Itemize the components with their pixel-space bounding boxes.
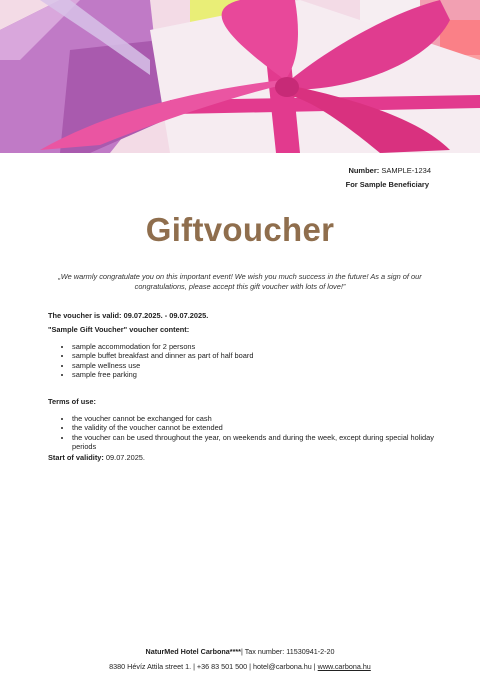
footer-hotel-name: NaturMed Hotel Carbona**** — [145, 647, 241, 656]
list-item: • the voucher can be used throughout the year, on weekends and during the week, except during special holiday periods — [72, 433, 438, 452]
list-item: • sample buffet breakfast and dinner as part of half board — [72, 351, 438, 361]
content-heading: "Sample Gift Voucher" voucher content: — [48, 325, 190, 334]
footer-hotel-line — [0, 647, 480, 657]
header-gift-image — [0, 0, 480, 153]
voucher-number-label: Number: — [348, 166, 380, 175]
footer-contact-line — [0, 662, 480, 672]
beneficiary-text: For Sample Beneficiary — [345, 180, 429, 189]
list-item: • sample accommodation for 2 persons — [72, 342, 438, 352]
start-value: 09.07.2025. — [105, 453, 145, 462]
footer-tax-number: | Tax number: 11530941-2-20 — [240, 647, 335, 656]
content-list — [48, 342, 438, 380]
congratulation-quote: „We warmly congratulate you on this important event! We wish you much success in the future! As a sign of our congratulations, please accept this gift voucher with lots of love!” — [58, 272, 422, 291]
start-of-validity — [48, 453, 438, 463]
terms-section — [48, 397, 438, 452]
list-item: • sample free parking — [72, 370, 438, 380]
footer-website-link[interactable]: www.carbona.hu — [317, 662, 371, 671]
terms-heading: Terms of use: — [48, 397, 96, 406]
beneficiary — [346, 180, 429, 190]
validity-label: The voucher is valid: — [48, 311, 122, 320]
voucher-number — [348, 166, 431, 176]
validity-value: 09.07.2025. - 09.07.2025. — [123, 311, 209, 320]
terms-list — [48, 414, 438, 452]
list-item: • the voucher cannot be exchanged for cash — [72, 414, 438, 424]
page-title: Giftvoucher — [145, 211, 335, 248]
voucher-content-section — [48, 325, 438, 380]
list-item: • sample wellness use — [72, 361, 438, 371]
voucher-number-value: SAMPLE-1234 — [381, 166, 431, 175]
gift-box-with-ribbon-icon — [0, 0, 480, 153]
validity-line — [48, 311, 438, 321]
start-label: Start of validity: — [48, 453, 104, 462]
list-item: • the validity of the voucher cannot be extended — [72, 423, 438, 433]
footer-address: 8380 Hévíz Attila street 1. | +36 83 501 500 | hotel@carbona.hu | — [109, 662, 318, 671]
